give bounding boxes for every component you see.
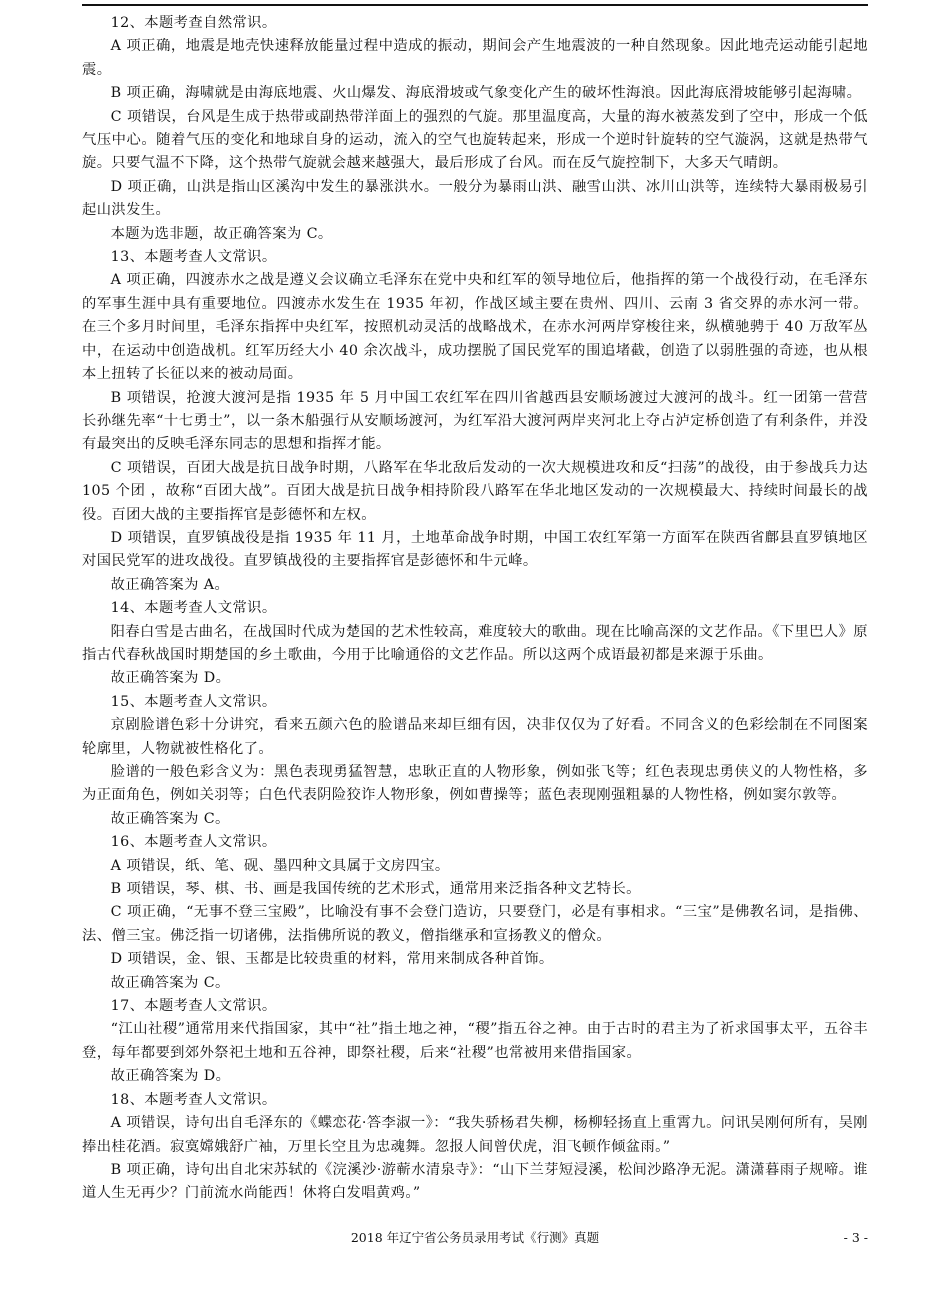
paragraph: B 项错误，抢渡大渡河是指 1935 年 5 月中国工农红军在四川省越西县安顺场渡过大渡河的战斗。红一团第一营营长孙继先率“十七勇士”，以一条木船强行从安顺场渡河，为红军沿大渡河两岸夹河北上夺占泸定桥创造了有利条件，并没有最突出的反映毛泽东同志的思想和指挥才能。 <box>82 389 868 453</box>
paragraph: 故正确答案为 C。 <box>110 810 230 827</box>
paragraph: D 项错误，金、银、玉都是比较贵重的材料，常用来制成各种首饰。 <box>110 951 554 968</box>
page-footer <box>82 1228 868 1248</box>
paragraph: 脸谱的一般色彩含义为：黑色表现勇猛智慧，忠耿正直的人物形象，例如张飞等；红色表现忠勇侠义的人物性格，多为正面角色，例如关羽等；白色代表阴险狡诈人物形象，例如曹操等；蓝色表现刚强粗暴的人物性格，例如窦尔敦等。 <box>82 764 868 804</box>
paragraph: 故正确答案为 D。 <box>110 670 231 687</box>
paragraph: C 项正确，“无事不登三宝殿”，比喻没有事不会登门造访，只要登门，必是有事相求。“三宝”是佛教名词，是指佛、法、僧三宝。佛泛指一切诸佛，法指佛所说的教义，僧指继承和宣扬教义的僧众。 <box>82 904 868 944</box>
paragraph: D 项错误，直罗镇战役是指 1935 年 11 月，土地革命战争时期，中国工农红军第一方面军在陕西省鄜县直罗镇地区对国民党军的进攻战役。直罗镇战役的主要指挥官是彭德怀和牛元峰。 <box>82 529 868 570</box>
paragraph: 阳春白雪是古曲名，在战国时代成为楚国的艺术性较高，难度较大的歌曲。现在比喻高深的文艺作品。《下里巴人》原指古代春秋战国时期楚国的乡土歌曲，今用于比喻通俗的文艺作品。所以这两个成语最初都是来源于乐曲。 <box>82 623 868 663</box>
paragraph: 17、本题考查人文常识。 <box>110 998 277 1015</box>
paragraph: A 项正确，四渡赤水之战是遵义会议确立毛泽东在党中央和红军的领导地位后，他指挥的第一个战役行动，在毛泽东的军事生涯中具有重要地位。四渡赤水发生在 1935 年初，作战区域主要在贵州、四川、云南 3 省交界的赤水河一带。在三个多月时间里，毛泽东指挥中央红军，按照机动灵活的战略战术，在赤水河两岸穿梭往来，纵横驰骋于 40 万敌军丛中，在运动中创造战机。红军历经大小 40 余次战斗，成功摆脱了国民党军的围追堵截，创造了以弱胜强的奇迹，也从根本上扭转了长征以来的被动局面。 <box>82 272 868 383</box>
header-rule <box>82 4 868 6</box>
paragraph: 18、本题考查人文常识。 <box>110 1091 277 1108</box>
paragraph: A 项错误，诗句出自毛泽东的《蝶恋花·答李淑一》：“我失骄杨君失柳，杨柳轻扬直上重霄九。问讯吴刚何所有，吴刚捧出桂花酒。寂寞嫦娥舒广袖，万里长空且为忠魂舞。忽报人间曾伏虎，泪飞顿作倾盆雨。” <box>82 1115 868 1155</box>
paragraph: D 项正确，山洪是指山区溪沟中发生的暴涨洪水。一般分为暴雨山洪、融雪山洪、冰川山洪等，连续特大暴雨极易引起山洪发生。 <box>82 178 868 219</box>
paragraph: B 项正确，海啸就是由海底地震、火山爆发、海底滑坡或气象变化产生的破坏性海浪。因此海底滑坡能够引起海啸。 <box>110 85 862 102</box>
paragraph: A 项正确，地震是地壳快速释放能量过程中造成的振动，期间会产生地震波的一种自然现象。因此地壳运动能引起地震。 <box>82 38 868 78</box>
paragraph: 12、本题考查自然常识。 <box>110 15 277 31</box>
paragraph: A 项错误，纸、笔、砚、墨四种文具属于文房四宝。 <box>110 857 450 874</box>
paragraph: B 项错误，琴、棋、书、画是我国传统的艺术形式，通常用来泛指各种文艺特长。 <box>110 881 641 898</box>
paragraph: “江山社稷”通常用来代指国家，其中“社”指土地之神，“稷”指五谷之神。由于古时的君主为了祈求国事太平，五谷丰登，每年都要到郊外祭祀土地和五谷神，即祭社稷，后来“社稷”也常被用来借指国家。 <box>82 1021 868 1061</box>
paragraph: 15、本题考查人文常识。 <box>110 693 277 710</box>
paragraph: 故正确答案为 D。 <box>110 1068 231 1085</box>
footer-title: 2018 年辽宁省公务员录用考试《行测》真题 <box>350 1230 600 1245</box>
document-body <box>82 12 868 1206</box>
paragraph: 故正确答案为 A。 <box>110 576 230 593</box>
paragraph: B 项正确，诗句出自北宋苏轼的《浣溪沙·游蕲水清泉寺》：“山下兰芽短浸溪，松间沙路净无泥。潇潇暮雨子规啼。谁道人生无再少？门前流水尚能西！休将白发唱黄鸡。” <box>82 1161 868 1202</box>
paragraph: C 项错误，台风是生成于热带或副热带洋面上的强烈的气旋。那里温度高，大量的海水被蒸发到了空中，形成一个低气压中心。随着气压的变化和地球自身的运动，流入的空气也旋转起来，形成一个逆时针旋转的空气漩涡，这就是热带气旋。只要气温不下降，这个热带气旋就会越来越强大，最后形成了台风。而在反气旋控制下，大多天气晴朗。 <box>82 108 868 172</box>
paragraph: 京剧脸谱色彩十分讲究，看来五颜六色的脸谱品来却巨细有因，决非仅仅为了好看。不同含义的色彩绘制在不同图案轮廓里，人物就被性格化了。 <box>82 717 868 757</box>
paragraph: 故正确答案为 C。 <box>110 974 230 991</box>
page-number: - 3 - <box>843 1230 868 1245</box>
paragraph: 本题为选非题，故正确答案为 C。 <box>110 225 333 242</box>
paragraph: 13、本题考查人文常识。 <box>110 249 277 266</box>
paragraph: C 项错误，百团大战是抗日战争时期，八路军在华北敌后发动的一次大规模进攻和反“扫荡”的战役，由于参战兵力达 105 个团 ，故称“百团大战”。百团大战是抗日战争相持阶段八路军在华北地区发动的一次规模最大、持续时间最长的战役。百团大战的主要指挥官是彭德怀和左权。 <box>82 459 868 523</box>
paragraph: 14、本题考查人文常识。 <box>110 600 277 617</box>
paragraph: 16、本题考查人文常识。 <box>110 834 277 851</box>
